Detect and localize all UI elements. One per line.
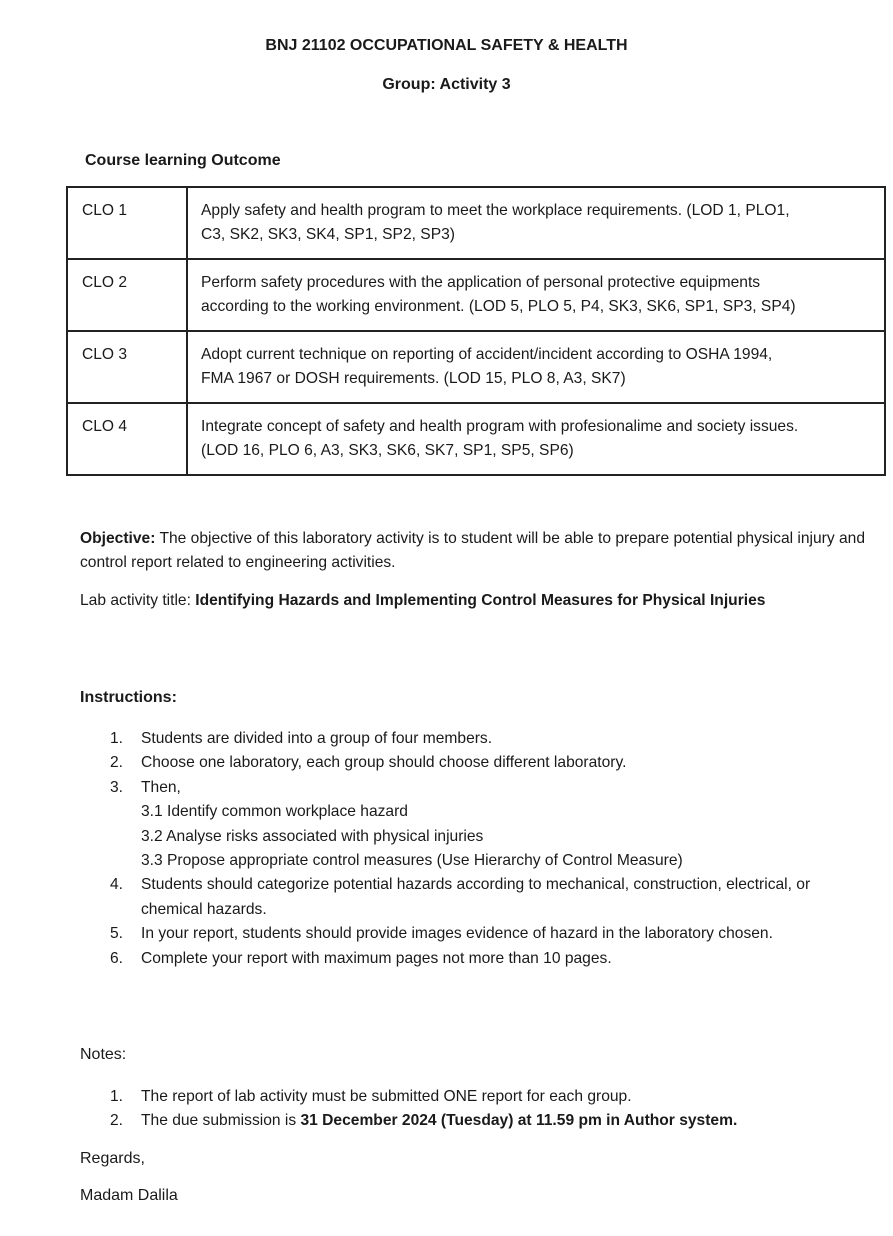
- list-item-text: Complete your report with maximum pages not more than 10 pages.: [141, 949, 612, 967]
- closing-regards: Regards,: [80, 1150, 145, 1167]
- instructions-heading: Instructions:: [80, 689, 177, 706]
- list-item-text: Then,: [141, 778, 181, 796]
- list-item-text: In your report, students should provide images evidence of hazard in the laboratory chosen.: [141, 925, 773, 943]
- clo-description-line1: Perform safety procedures with the application of personal protective equipments: [201, 274, 761, 291]
- clo-description-line2: FMA 1967 or DOSH requirements. (LOD 15, PLO 8, A3, SK7): [201, 370, 626, 387]
- list-item-number: 2.: [110, 1112, 124, 1130]
- list-item: [110, 1109, 850, 1133]
- table-row: [67, 187, 885, 259]
- clo-code: CLO 3: [67, 331, 187, 403]
- notes-heading: Notes:: [80, 1046, 127, 1063]
- due-date-text: 31 December 2024 (Tuesday) at 11.59 pm in Author system.: [300, 1112, 738, 1130]
- list-item: [110, 1085, 850, 1109]
- clo-code: CLO 2: [67, 259, 187, 331]
- document-subtitle: Group: Activity 3: [382, 76, 511, 93]
- list-item: [110, 873, 850, 922]
- list-item: [110, 776, 850, 874]
- clo-description-line1: Apply safety and health program to meet the workplace requirements. (LOD 1, PLO1,: [201, 202, 790, 219]
- sub-list-item: 3.3 Propose appropriate control measures (Use Hierarchy of Control Measure): [141, 852, 683, 870]
- list-item-number: 6.: [110, 949, 124, 967]
- list-item-number: 4.: [110, 876, 124, 894]
- list-item-text: Students should categorize potential hazards according to mechanical, construction, electrical, or chemical hazards.: [141, 876, 811, 918]
- signature-name: Madam Dalila: [80, 1187, 178, 1204]
- list-item-number: 1.: [110, 1088, 124, 1105]
- list-item-text: Students are divided into a group of four members.: [141, 730, 493, 747]
- table-row: [67, 259, 885, 331]
- clo-description: [187, 187, 885, 259]
- clo-code: CLO 1: [67, 187, 187, 259]
- sub-list: [141, 800, 850, 873]
- notes-list: [110, 1085, 850, 1134]
- list-item-number: 1.: [110, 730, 124, 747]
- clo-description-line1: Adopt current technique on reporting of accident/incident according to OSHA 1994,: [201, 346, 773, 363]
- objective-label: Objective:: [80, 530, 156, 547]
- sub-list-item: 3.1 Identify common workplace hazard: [141, 803, 408, 821]
- lab-activity-title: Identifying Hazards and Implementing Control Measures for Physical Injuries: [195, 592, 766, 609]
- objective-text: The objective of this laboratory activity is to student will be able to prepare potential physical injury and control report related to engineering activities.: [80, 530, 866, 571]
- table-row: [67, 331, 885, 403]
- list-item-number: 5.: [110, 925, 124, 943]
- objective-paragraph: [80, 527, 870, 575]
- lab-activity-label: Lab activity title:: [80, 592, 196, 609]
- instructions-list: [110, 727, 850, 971]
- clo-table: [66, 186, 886, 476]
- list-item: [110, 922, 850, 946]
- list-item-text: The due submission is: [141, 1112, 301, 1130]
- sub-list-item: 3.2 Analyse risks associated with physical injuries: [141, 827, 484, 845]
- clo-description: [187, 331, 885, 403]
- list-item-number: 3.: [110, 778, 124, 796]
- list-item: [110, 727, 850, 751]
- document-title: BNJ 21102 OCCUPATIONAL SAFETY & HEALTH: [265, 37, 628, 54]
- clo-description: [187, 259, 885, 331]
- clo-description: [187, 403, 885, 475]
- list-item: [110, 947, 850, 971]
- table-row: [67, 403, 885, 475]
- clo-code: CLO 4: [67, 403, 187, 475]
- clo-description-line1: Integrate concept of safety and health program with profesionalime and society issues.: [201, 418, 799, 435]
- list-item: [110, 751, 850, 775]
- clo-description-line2: (LOD 16, PLO 6, A3, SK3, SK6, SK7, SP1, SP5, SP6): [201, 442, 574, 459]
- list-item-number: 2.: [110, 754, 124, 772]
- clo-description-line2: according to the working environment. (LOD 5, PLO 5, P4, SK3, SK6, SP1, SP3, SP4): [201, 298, 796, 315]
- clo-description-line2: C3, SK2, SK3, SK4, SP1, SP2, SP3): [201, 226, 455, 243]
- lab-activity-paragraph: [80, 589, 820, 613]
- list-item-text: The report of lab activity must be submitted ONE report for each group.: [141, 1088, 632, 1105]
- list-item-text: Choose one laboratory, each group should choose different laboratory.: [141, 754, 627, 772]
- clo-heading: Course learning Outcome: [85, 152, 281, 169]
